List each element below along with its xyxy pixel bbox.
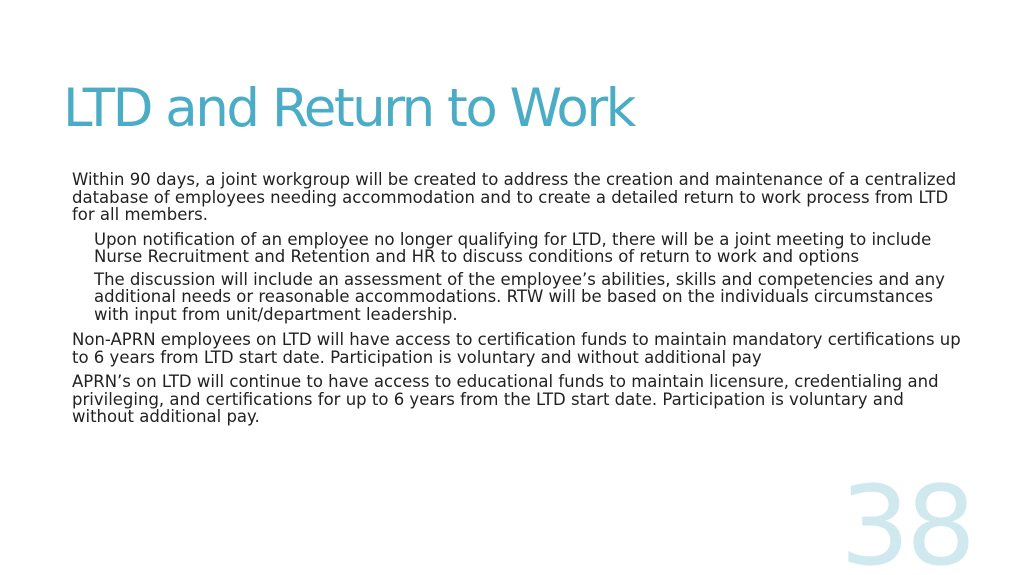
- slide-title: LTD and Return to Work: [63, 78, 634, 139]
- sub-paragraph-notification: Upon notification of an employee no longer qualifying for LTD, there will be a joint meeting to include Nurse Recruitment and Retention and HR to discuss conditions of return to work and options: [94, 229, 932, 266]
- slide-number: 38: [840, 462, 972, 575]
- paragraph-workgroup: Within 90 days, a joint workgroup will be created to address the creation and maintenance of a centralized database of employees needing accommodation and to create a detailed return to work process from LTD for all members.: [72, 170, 957, 224]
- slide-body: [72, 171, 962, 433]
- paragraph-non-aprn: Non-APRN employees on LTD will have access to certification funds to maintain mandatory certifications up to 6 years from LTD start date. Participation is voluntary and without additional pay: [72, 330, 961, 367]
- sub-paragraph-discussion: The discussion will include an assessment of the employee’s abilities, skills and competencies and any additional needs or reasonable accommodations. RTW will be based on the individuals circumstances with input from unit/department leadership.: [94, 269, 945, 324]
- paragraph-aprn: APRN’s on LTD will continue to have access to educational funds to maintain licensure, credentialing and privileging, and certifications for up to 6 years from the LTD start date. Participation is voluntary and without additional pay.: [72, 372, 939, 426]
